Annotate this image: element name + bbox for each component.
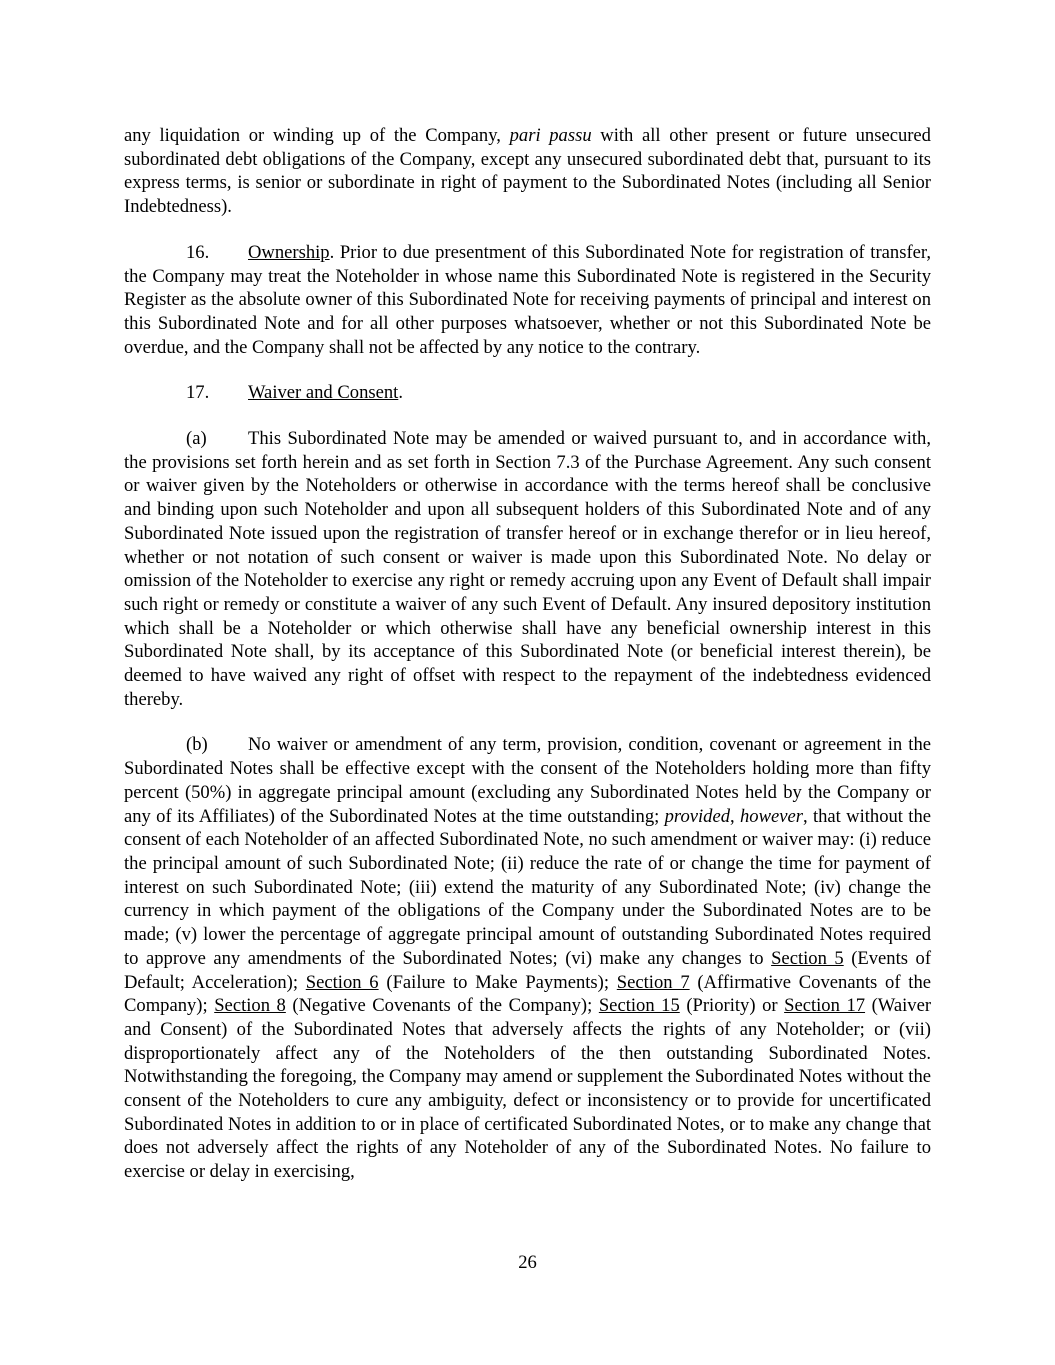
text-run: , xyxy=(730,805,740,827)
subsection-body: This Subordinated Note may be amended or waived pursuant to, and in accordance with, the provisions set forth herein and as set forth in Section 7.3 of the Purchase Agreement. Any such consent or waiver given by the Noteholders or otherwise in accordance with the terms hereof shall be conclusive and binding upon such Noteholder and upon all subsequent holders of this Subordinated Note and of any Subordinated Note issued upon the registration of transfer hereof or in exchange therefor or in lieu hereof, whether or not notation of such consent or waiver is made upon this Subordinated Note. No delay or omission of the Noteholder to exercise any right or remedy accruing upon any Event of Default shall impair such right or remedy or constitute a waiver of any such Event of Default. Any insured depository institution which shall be a Noteholder or which otherwise shall have any beneficial ownership interest in this Subordinated Note shall, by its acceptance of this Subordinated Note (or beneficial interest therein), be deemed to have waived any right of offset with respect to the repayment of the indebtedness evidenced thereby. xyxy=(124,428,931,710)
text-run: (Priority) or xyxy=(679,995,785,1017)
text-run: (Failure to Make Payments); xyxy=(378,971,617,993)
text-run: (Waiver and Consent) of the Subordinated Notes that adversely affects the rights of any Noteholder; or (vii) disproportionately affect any of the Noteholders of the then outstanding Subordinated Notes. Notwithstanding the foregoing, the Company may amend or supplement the Subordinated Notes without the consent of the Noteholders to cure any ambiguity, defect or inconsistency or to provide for uncertificated Subordinated Notes in addition to or in place of certificated Subordinated Notes, or to make any change that does not adversely affect the rights of any Noteholder of any of the Subordinated Notes. No failure to exercise or delay in exercising, xyxy=(124,995,932,1183)
text-run: (Affirmative Covenants of the Company); xyxy=(124,971,932,1017)
subsection-label: (a) xyxy=(186,428,207,450)
section-reference: Section 7 xyxy=(616,971,690,993)
section-number: 17. xyxy=(186,382,210,404)
text-run: any liquidation or winding up of the Company, xyxy=(124,125,510,146)
section-title: Waiver and Consent xyxy=(248,382,399,404)
section-reference: Section 8 xyxy=(214,995,286,1017)
italic-text: however xyxy=(739,805,803,827)
paragraph-intro xyxy=(124,124,931,219)
section-number: 16. xyxy=(186,241,210,263)
section-title-end: . xyxy=(398,382,403,404)
subsection-label: (b) xyxy=(186,734,208,756)
section-reference: Section 5 xyxy=(771,947,844,969)
text-run: (Negative Covenants of the Company); xyxy=(285,995,599,1017)
text-run: , that without the consent of each Noteholder of an affected Subordinated Note, no such amendment or waiver may: (i) reduce the principal amount of such Subordinated Note; (ii) reduce the rate of or change the time for payment of interest on such Subordinated Note; (iii) extend the maturity of any Subordinated Note; (iv) change the currency in which payment of the obligations of the Company under the Subordinated Notes are to be made; (v) lower the percentage of aggregate principal amount of outstanding Subordinated Notes required to approve any amendments of the Subordinated Notes; (vi) make any changes to xyxy=(124,805,931,969)
section-reference: Section 6 xyxy=(305,971,379,993)
subsection-a-paragraph xyxy=(124,427,931,711)
text-run: No waiver or amendment of any term, provision, condition, covenant or agreement in the Subordinated Notes shall be effective except with the consent of the Noteholders holding more than fifty percent (50%) in aggregate principal amount (excluding any Subordinated Notes held by the Company or any of its Affiliates) of the Subordinated Notes at the time outstanding; xyxy=(124,734,931,827)
section-16-paragraph xyxy=(124,241,931,360)
italic-text: provided xyxy=(664,805,731,827)
section-title: Ownership xyxy=(248,241,330,263)
section-17-heading xyxy=(124,381,931,405)
section-body: . Prior to due presentment of this Subordinated Note for registration of transfer, the Company may treat the Noteholder in whose name this Subordinated Note is registered in the Security Register as the absolute owner of this Subordinated Note for receiving payments of principal and interest on this Subordinated Note and for all other purposes whatsoever, whether or not this Subordinated Note be overdue, and the Company shall not be affected by any notice to the contrary. xyxy=(124,241,931,358)
italic-text: pari passu xyxy=(509,125,592,146)
text-run: with all other present or future unsecured subordinated debt obligations of the Company, except any unsecured subordinated debt that, pursuant to its express terms, is senior or subordinate in right of payment to the Subordinated Notes (including all Senior Indebtedness). xyxy=(124,125,931,218)
section-reference: Section 17 xyxy=(784,995,866,1017)
subsection-b-paragraph xyxy=(124,733,931,1183)
document-page xyxy=(124,124,931,1206)
page-number: 26 xyxy=(518,1252,537,1273)
text-run: (Events of Default; Acceleration); xyxy=(124,947,932,993)
section-reference: Section 15 xyxy=(598,995,680,1017)
